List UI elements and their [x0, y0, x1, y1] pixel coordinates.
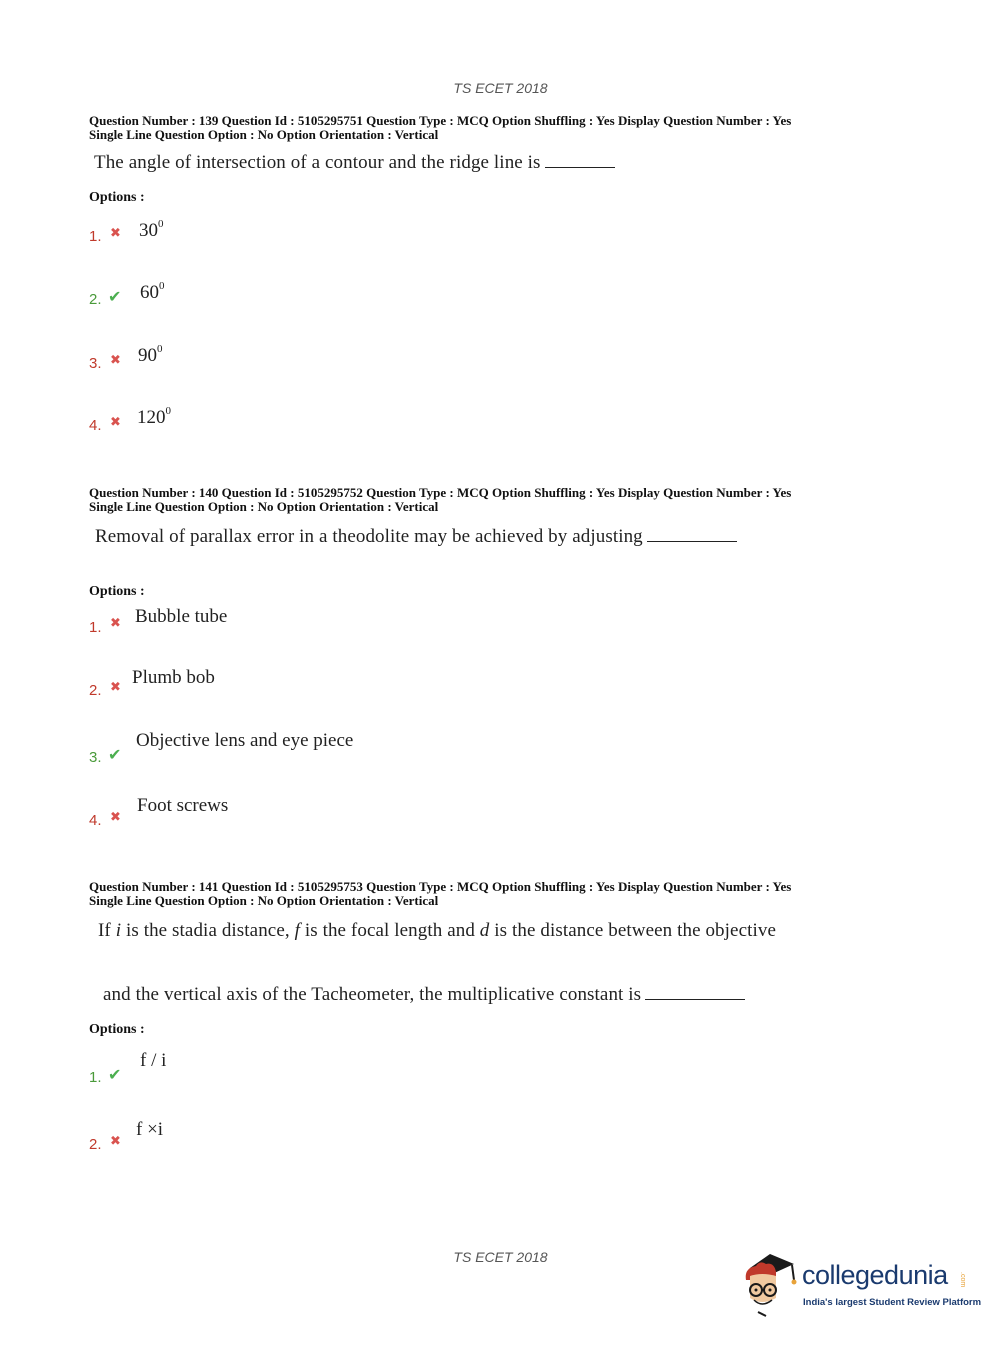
option-number: 2.	[89, 682, 102, 699]
check-icon: ✔	[108, 745, 122, 764]
option-text: f / i	[140, 1050, 167, 1071]
page-header: TS ECET 2018	[453, 80, 548, 96]
question-141-meta	[89, 880, 909, 908]
mascot-icon	[742, 1250, 802, 1320]
cross-icon: ✖	[110, 1134, 121, 1149]
options-label: Options :	[89, 1022, 145, 1037]
logo-wordmark: collegedunia	[802, 1260, 948, 1290]
cross-icon: ✖	[110, 810, 121, 825]
option-number: 3.	[89, 749, 102, 766]
question-meta-line: Single Line Question Option : No Option Orientation : Vertical	[89, 499, 439, 514]
answer-blank	[647, 525, 737, 542]
option-number: 1.	[89, 619, 102, 636]
option-text: $120^0$	[137, 405, 171, 428]
cross-icon: ✖	[110, 680, 121, 695]
cross-icon: ✖	[110, 226, 121, 241]
option-number: 1.	[89, 228, 102, 245]
logo-domain-suffix: .com	[959, 1272, 966, 1288]
option-number: 1.	[89, 1069, 102, 1086]
option-text: f ×i	[136, 1119, 164, 1140]
options-label: Options :	[89, 584, 145, 599]
option-number: 4.	[89, 812, 102, 829]
option-text: Bubble tube	[135, 606, 228, 627]
question-text-content: Removal of parallax error in a theodolite may be achieved by adjusting	[95, 526, 643, 547]
question-140-meta	[89, 486, 909, 514]
answer-blank	[545, 151, 615, 168]
question-text	[95, 525, 737, 548]
question-139-meta	[89, 114, 909, 142]
question-meta-line: Single Line Question Option : No Option Orientation : Vertical	[89, 893, 439, 908]
option-number: 2.	[89, 1136, 102, 1153]
option-text: $30^0$	[139, 218, 164, 241]
cross-icon: ✖	[110, 353, 121, 368]
question-meta-line: Question Number : 139 Question Id : 5105295751 Question Type : MCQ Option Shuffling : Yes Display Question Number : Yes	[89, 113, 792, 128]
cross-icon: ✖	[110, 415, 121, 430]
option-number: 2.	[89, 291, 102, 308]
option-text: Plumb bob	[132, 667, 215, 688]
check-icon: ✔	[108, 287, 122, 306]
question-text: If i is the stadia distance, f is the focal length and d is the distance between the objective	[98, 920, 776, 941]
cross-icon: ✖	[110, 616, 121, 631]
option-number: 4.	[89, 417, 102, 434]
question-text-content: and the vertical axis of the Tacheometer, the multiplicative constant is	[103, 984, 642, 1005]
question-text-content: The angle of intersection of a contour and the ridge line is	[94, 152, 541, 173]
options-label: Options :	[89, 190, 145, 205]
question-text-line2	[103, 983, 745, 1006]
option-text: $60^0$	[140, 280, 165, 303]
question-meta-line: Question Number : 141 Question Id : 5105295753 Question Type : MCQ Option Shuffling : Yes Display Question Number : Yes	[89, 879, 792, 894]
question-meta-line: Single Line Question Option : No Option Orientation : Vertical	[89, 127, 439, 142]
logo-tagline: India's largest Student Review Platform	[803, 1297, 982, 1308]
option-text: Objective lens and eye piece	[136, 730, 354, 751]
option-text: Foot screws	[137, 795, 229, 816]
collegedunia-logo[interactable]	[742, 1250, 982, 1320]
option-number: 3.	[89, 355, 102, 372]
answer-blank	[645, 983, 745, 1000]
question-text	[94, 151, 615, 174]
question-meta-line: Question Number : 140 Question Id : 5105295752 Question Type : MCQ Option Shuffling : Yes Display Question Number : Yes	[89, 485, 792, 500]
page-footer: TS ECET 2018	[453, 1249, 548, 1265]
check-icon: ✔	[108, 1065, 122, 1084]
option-text: $90^0$	[138, 343, 163, 366]
